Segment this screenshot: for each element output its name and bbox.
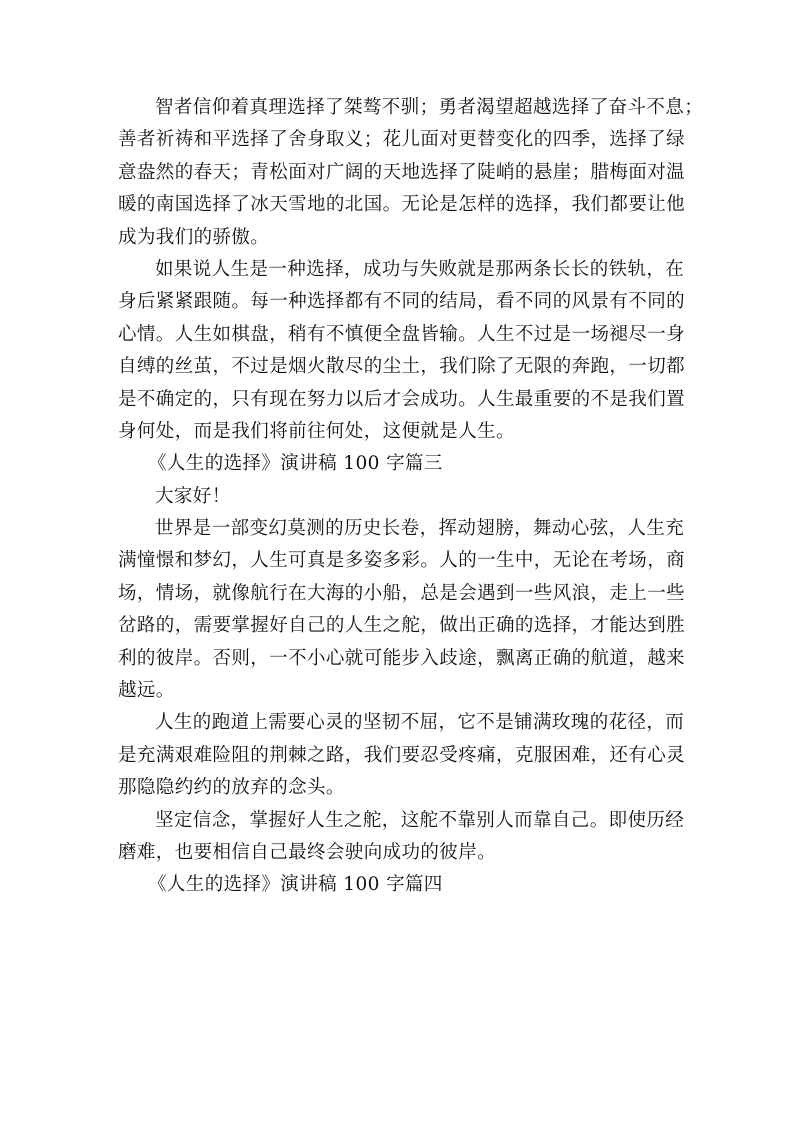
paragraph-line: 越远。 xyxy=(118,680,175,702)
paragraph-line: 是充满艰难险阻的荆棘之路，我们要忍受疼痛，克服困难，还有心灵 xyxy=(118,744,686,766)
paragraph-line: 身何处，而是我们将前往何处，这便就是人生。 xyxy=(118,420,515,442)
paragraph-line: 身后紧紧跟随。每一种选择都有不同的结局，看不同的风景有不同的 xyxy=(118,291,686,313)
paragraph-line: 心情。人生如棋盘，稍有不慎便全盘皆输。人生不过是一场褪尽一身 xyxy=(118,323,686,345)
section-heading: 《人生的选择》演讲稿 100 字篇三 xyxy=(148,453,443,475)
paragraph-line: 坚定信念，掌握好人生之舵，这舵不靠别人而靠自己。即使历经 xyxy=(155,809,685,831)
paragraph-line: 如果说人生是一种选择，成功与失败就是那两条长长的铁轨，在 xyxy=(155,258,685,280)
paragraph-line: 那隐隐约约的放弃的念头。 xyxy=(118,777,345,799)
paragraph-line: 岔路的，需要掌握好自己的人生之舵，做出正确的选择，才能达到胜 xyxy=(118,615,686,637)
paragraph-line: 世界是一部变幻莫测的历史长卷，挥动翅膀，舞动心弦，人生充 xyxy=(155,518,685,540)
paragraph-line: 是不确定的，只有现在努力以后才会成功。人生最重要的不是我们置 xyxy=(118,388,686,410)
greeting-line: 大家好！ xyxy=(155,485,231,507)
paragraph-line: 磨难，也要相信自己最终会驶向成功的彼岸。 xyxy=(118,841,497,863)
paragraph-line: 人生的跑道上需要心灵的坚韧不屈，它不是铺满玫瑰的花径，而 xyxy=(155,712,685,734)
paragraph-line: 善者祈祷和平选择了舍身取义；花儿面对更替变化的四季，选择了绿 xyxy=(118,129,686,151)
paragraph-line: 自缚的丝茧，不过是烟火散尽的尘土，我们除了无限的奔跑，一切都 xyxy=(118,356,686,378)
paragraph-line: 暖的南国选择了冰天雪地的北国。无论是怎样的选择，我们都要让他 xyxy=(118,194,686,216)
document-body xyxy=(118,92,704,902)
paragraph-line: 场，情场，就像航行在大海的小船，总是会遇到一些风浪，走上一些 xyxy=(118,582,686,604)
paragraph-line: 成为我们的骄傲。 xyxy=(118,226,270,248)
paragraph-line: 意盎然的春天；青松面对广阔的天地选择了陡峭的悬崖；腊梅面对温 xyxy=(118,161,686,183)
paragraph-line: 智者信仰着真理选择了桀骜不驯；勇者渴望超越选择了奋斗不息； xyxy=(155,97,704,118)
section-heading: 《人生的选择》演讲稿 100 字篇四 xyxy=(148,874,443,896)
paragraph-line: 满憧憬和梦幻，人生可真是多姿多彩。人的一生中，无论在考场，商 xyxy=(118,550,686,572)
paragraph-line: 利的彼岸。否则，一不小心就可能步入歧途，飘离正确的航道，越来 xyxy=(118,647,686,669)
